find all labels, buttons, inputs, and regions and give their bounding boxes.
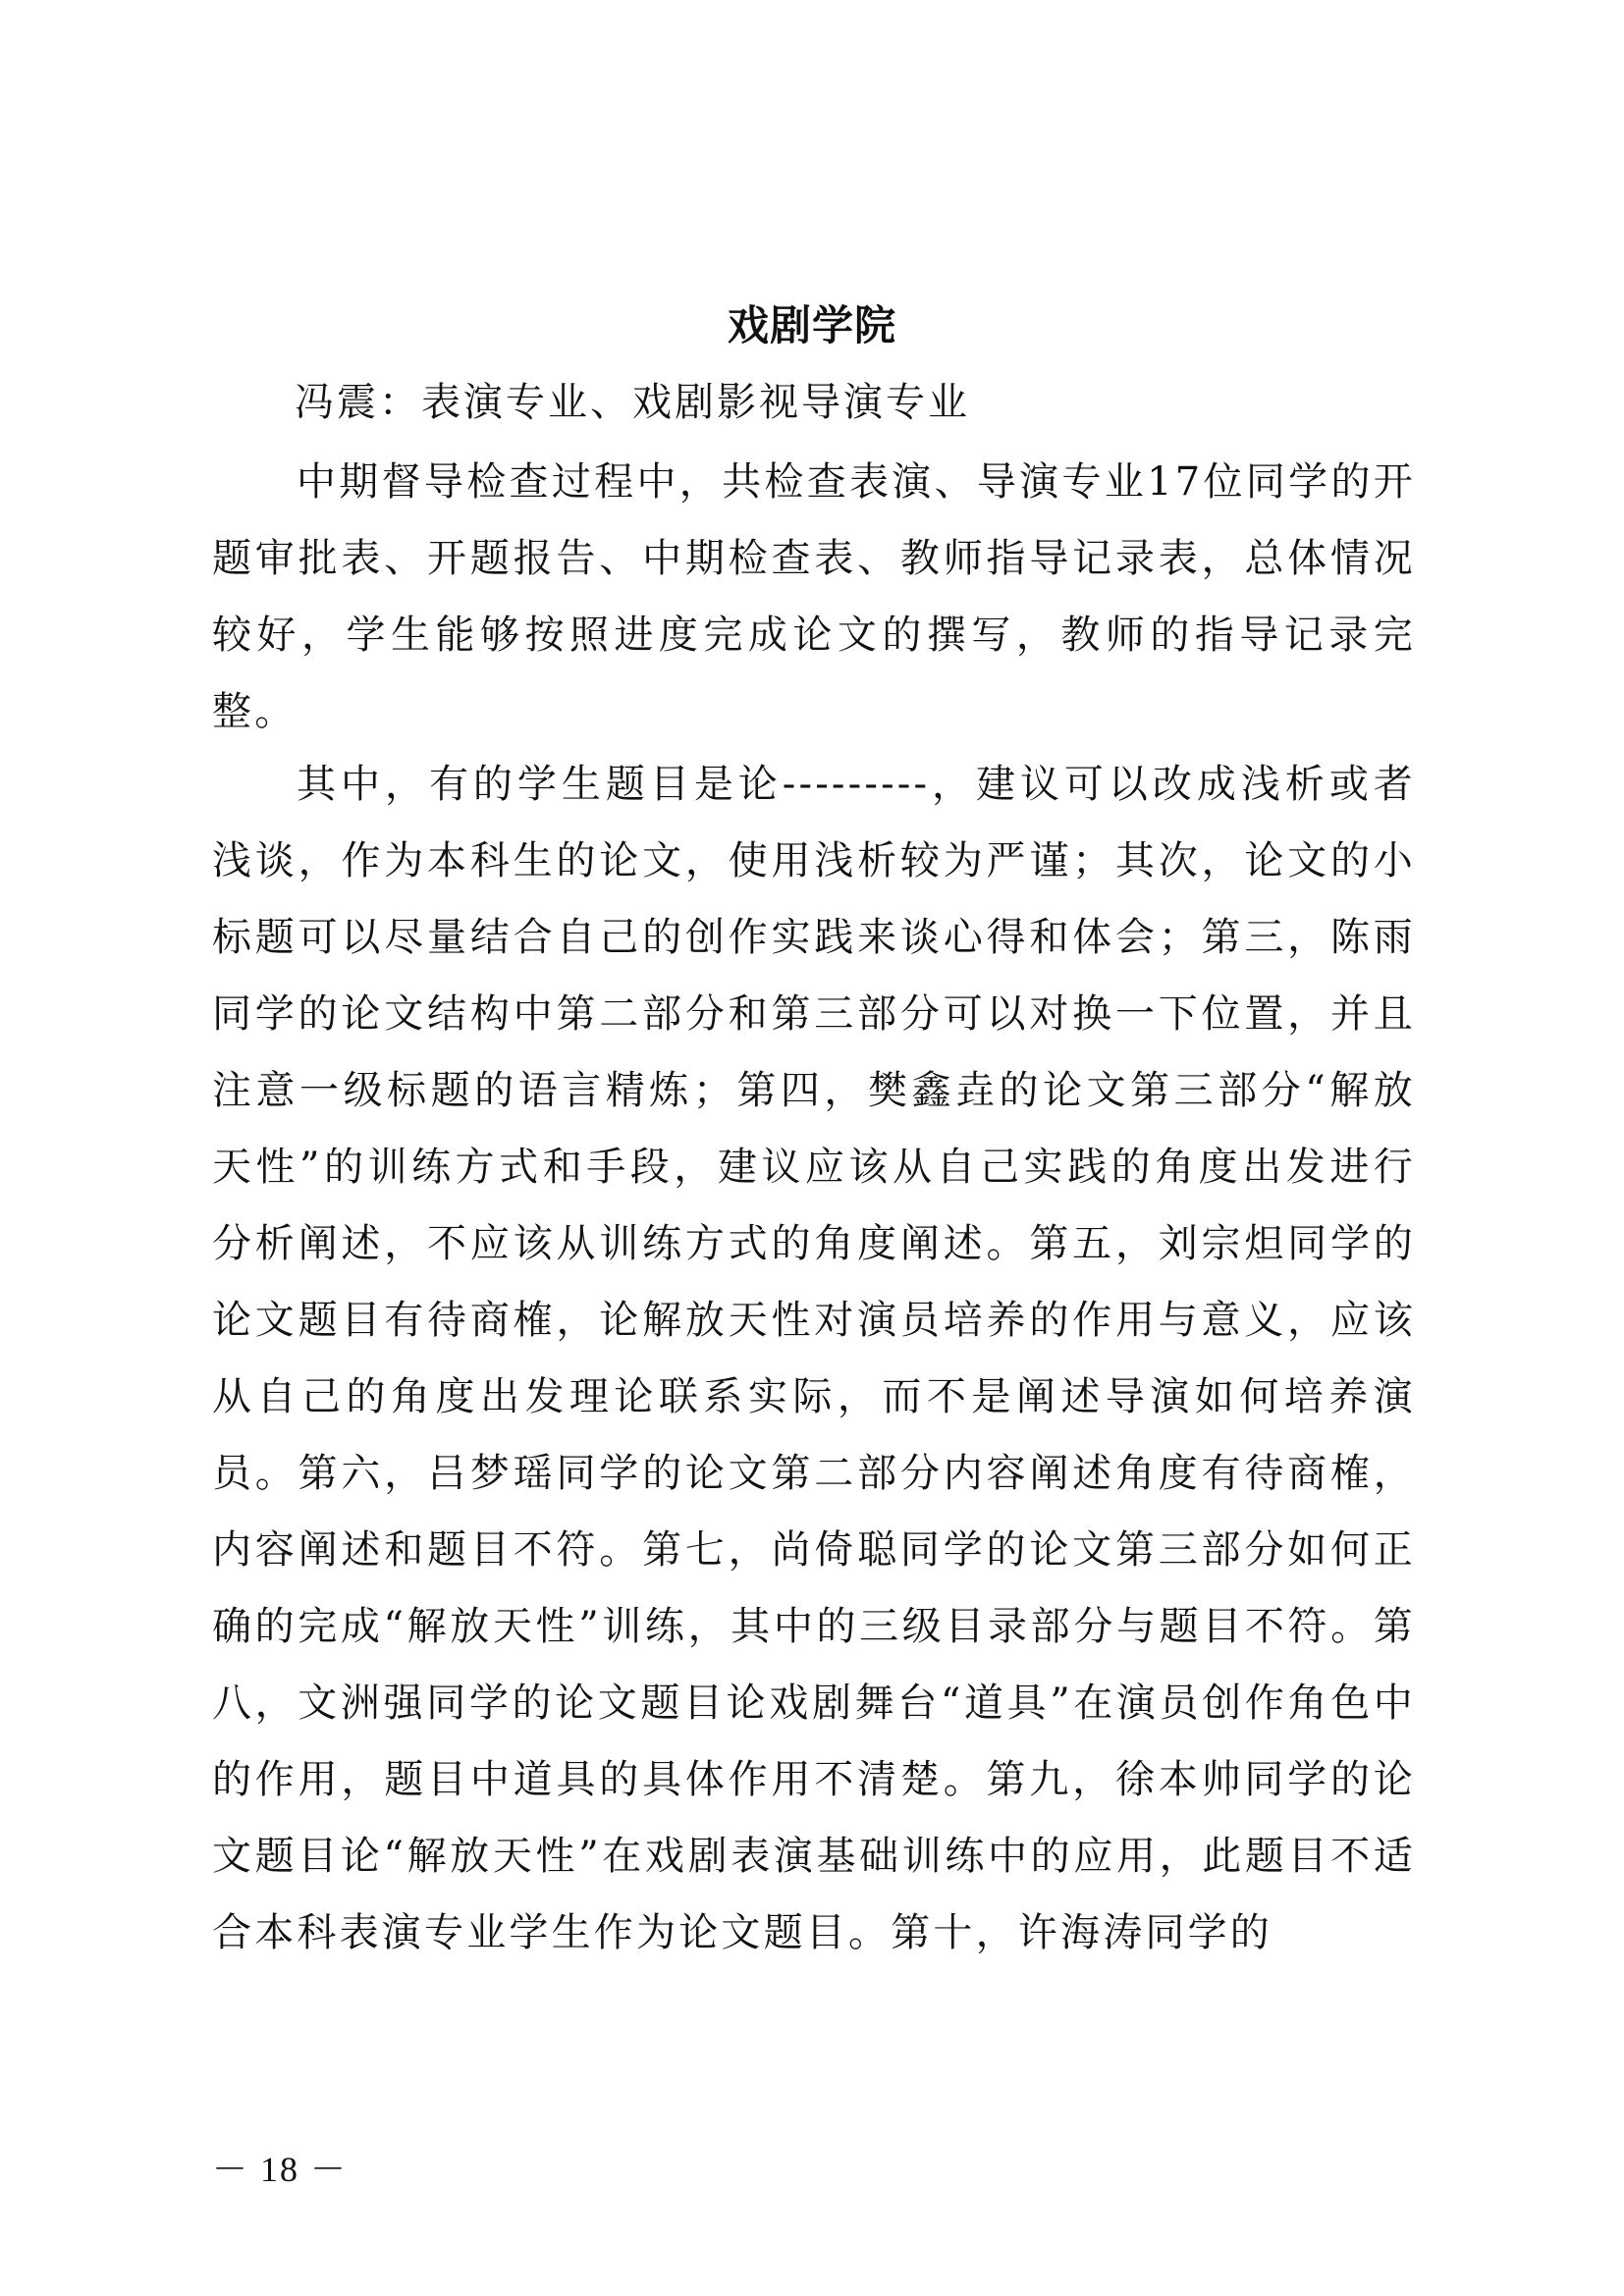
section-title: 戏剧学院 <box>727 301 896 349</box>
page-number: － 18 － <box>212 2150 349 2189</box>
paragraph-details: 其中，有的学生题目是论---------，建议可以改成浅析或者浅谈，作为本科生的论文，使用浅析较为严谨；其次，论文的小标题可以尽量结合自己的创作实践来谈心得和体会；第三，陈雨同学的论文结构中第二部分和第三部分可以对换一下位置，并且注意一级标题的语言精炼；第四，樊鑫垚的论文第三部分“解放天性”的训练方式和手段，建议应该从自己实践的角度出发进行分析阐述，不应该从训练方式的角度阐述。第五，刘宗炟同学的论文题目有待商榷，论解放天性对演员培养的作用与意义，应该从自己的角度出发理论联系实际，而不是阐述导演如何培养演员。第六，吕梦瑶同学的论文第二部分内容阐述角度有待商榷，内容阐述和题目不符。第七，尚倚聪同学的论文第三部分如何正确的完成“解放天性”训练，其中的三级目录部分与题目不符。第八，文洲强同学的论文题目论戏剧舞台“道具”在演员创作角色中的作用，题目中道具的具体作用不清楚。第九，徐本帅同学的论文题目论“解放天性”在戏剧表演基础训练中的应用，此题目不适合本科表演专业学生作为论文题目。第十，许海涛同学的 <box>212 762 1416 1955</box>
reviewer-heading: 冯震：表演专业、戏剧影视导演专业 <box>295 380 970 425</box>
paragraph-summary: 中期督导检查过程中，共检查表演、导演专业17位同学的开题审批表、开题报告、中期检查表、教师指导记录表，总体情况较好，学生能够按照进度完成论文的撰写，教师的指导记录完整。 <box>212 459 1416 734</box>
